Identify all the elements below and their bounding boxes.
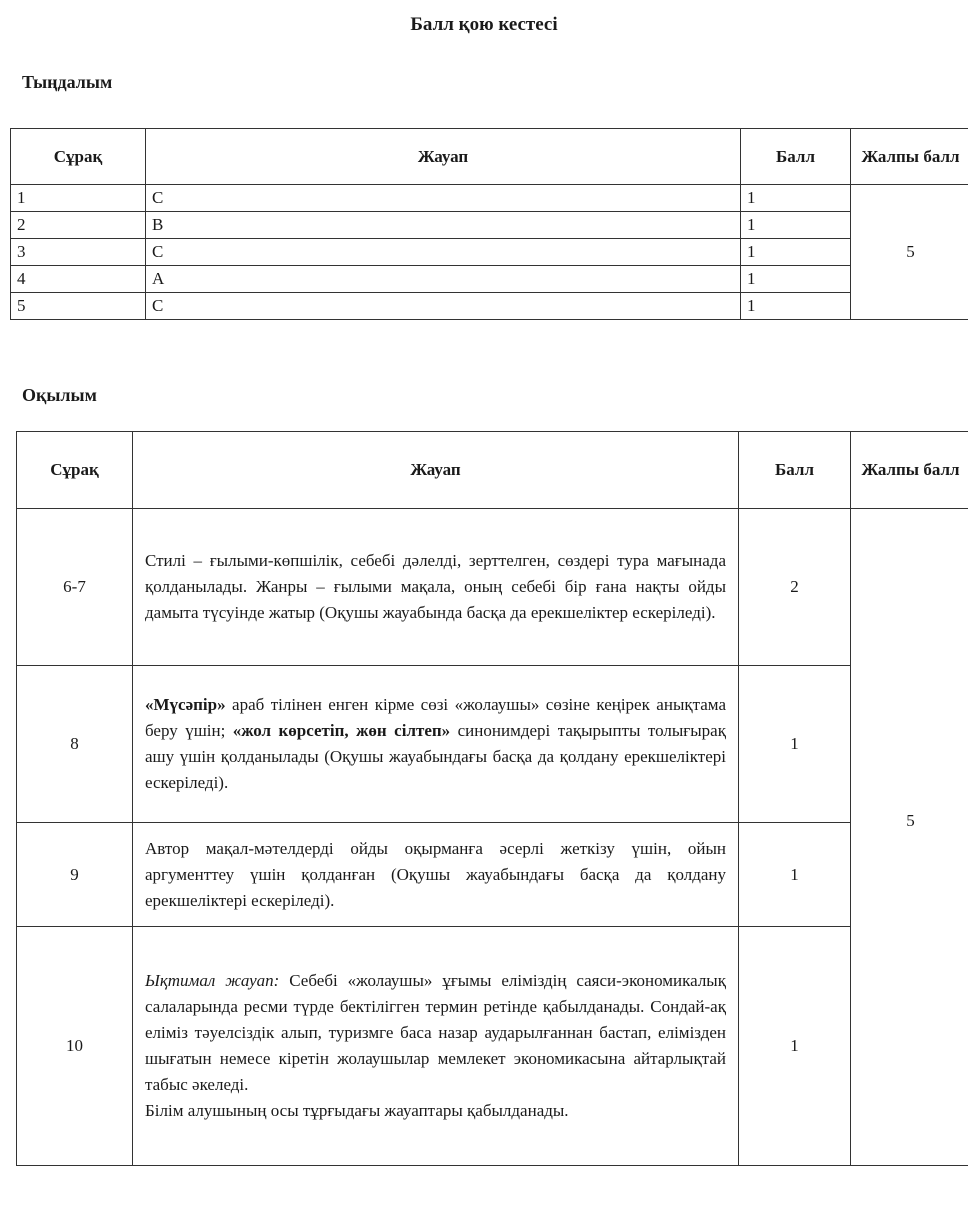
reading-heading: Оқылым xyxy=(22,385,97,405)
score-header: Балл xyxy=(739,432,851,509)
italic-label: Ықтимал жауап: xyxy=(145,971,280,990)
score-cell: 1 xyxy=(741,293,851,320)
table-row xyxy=(17,509,968,666)
table-row xyxy=(17,666,968,823)
reading-table xyxy=(16,431,968,1166)
answer-cell: C xyxy=(146,293,741,320)
bold-term: «жол көрсетіп, жөн сілтеп» xyxy=(232,721,451,740)
total-score-cell: 5 xyxy=(851,509,968,1166)
answer-header: Жауап xyxy=(146,129,741,185)
table-row xyxy=(11,293,968,320)
table-row xyxy=(11,239,968,266)
answer-text: Себебі «жолаушы» ұғымы еліміздің саяси-экономикалық салаларында ресми түрде бектілігген термин ретінде қабылданады. Сондай-ақ еліміз тәуелсіздік алып, туризмге баса назар аударылғаннан бастап, елімізден шығатын немесе кіретін жолаушылар мемлекет экономикасына айтарлықтай табыс әкеледі. xyxy=(145,971,726,1094)
answer-cell xyxy=(133,927,739,1166)
question-cell: 3 xyxy=(11,239,146,266)
answer-header: Жауап xyxy=(133,432,739,509)
answer-text: синонимдері тақырыпты толығырақ ашу үшін қолданылады (Оқушы жауабындағы басқа да қолдану ерекшеліктері ескеріледі). xyxy=(145,721,726,792)
listening-table xyxy=(10,128,968,320)
listening-header-row xyxy=(11,129,968,185)
answer-cell: Стилі – ғылыми-көпшілік, себебі дәлелді, зерттелген, сөздері тура мағынада қолданылады. Жанры – ғылыми мақала, оның себебі бір ғана нақты ойды дамыта түсуінде жатыр (Оқушы жауабында басқа да ерекшеліктер ескеріледі). xyxy=(133,509,739,666)
score-cell: 1 xyxy=(739,823,851,927)
score-cell: 2 xyxy=(739,509,851,666)
score-cell: 1 xyxy=(739,927,851,1166)
table-row xyxy=(11,185,968,212)
answer-cell xyxy=(133,666,739,823)
score-header: Балл xyxy=(741,129,851,185)
table-row xyxy=(11,212,968,239)
question-header: Сұрақ xyxy=(11,129,146,185)
answer-cell: Автор мақал-мәтелдерді ойды оқырманға әсерлі жеткізу үшін, ойын аргументтеу үшін қолданған (Оқушы жауабындағы басқа да қолдану ерекшеліктері ескеріледі). xyxy=(133,823,739,927)
table-row xyxy=(11,266,968,293)
bold-term: «Мүсәпір» xyxy=(145,695,226,714)
question-cell: 6-7 xyxy=(17,509,133,666)
question-cell: 8 xyxy=(17,666,133,823)
score-cell: 1 xyxy=(739,666,851,823)
answer-text-end: Білім алушының осы тұрғыдағы жауаптары қабылданады. xyxy=(145,1101,569,1120)
page-title: Балл қою кестесі xyxy=(410,14,558,35)
answer-cell: A xyxy=(146,266,741,293)
answer-cell: C xyxy=(146,185,741,212)
question-header: Сұрақ xyxy=(17,432,133,509)
answer-cell: B xyxy=(146,212,741,239)
question-cell: 5 xyxy=(11,293,146,320)
answer-text: араб тілінен енген кірме сөзі «жолаушы» сөзіне кеңірек анықтама беру үшін; xyxy=(145,695,726,740)
score-cell: 1 xyxy=(741,266,851,293)
table-row xyxy=(17,823,968,927)
question-cell: 1 xyxy=(11,185,146,212)
reading-header-row xyxy=(17,432,968,509)
total-header: Жалпы балл xyxy=(851,432,968,509)
answer-cell: C xyxy=(146,239,741,266)
table-row xyxy=(17,927,968,1166)
question-cell: 10 xyxy=(17,927,133,1166)
total-header: Жалпы балл xyxy=(851,129,968,185)
score-cell: 1 xyxy=(741,239,851,266)
question-cell: 9 xyxy=(17,823,133,927)
listening-heading: Тыңдалым xyxy=(22,72,113,92)
total-score-cell: 5 xyxy=(851,185,968,320)
score-cell: 1 xyxy=(741,185,851,212)
question-cell: 4 xyxy=(11,266,146,293)
score-cell: 1 xyxy=(741,212,851,239)
question-cell: 2 xyxy=(11,212,146,239)
